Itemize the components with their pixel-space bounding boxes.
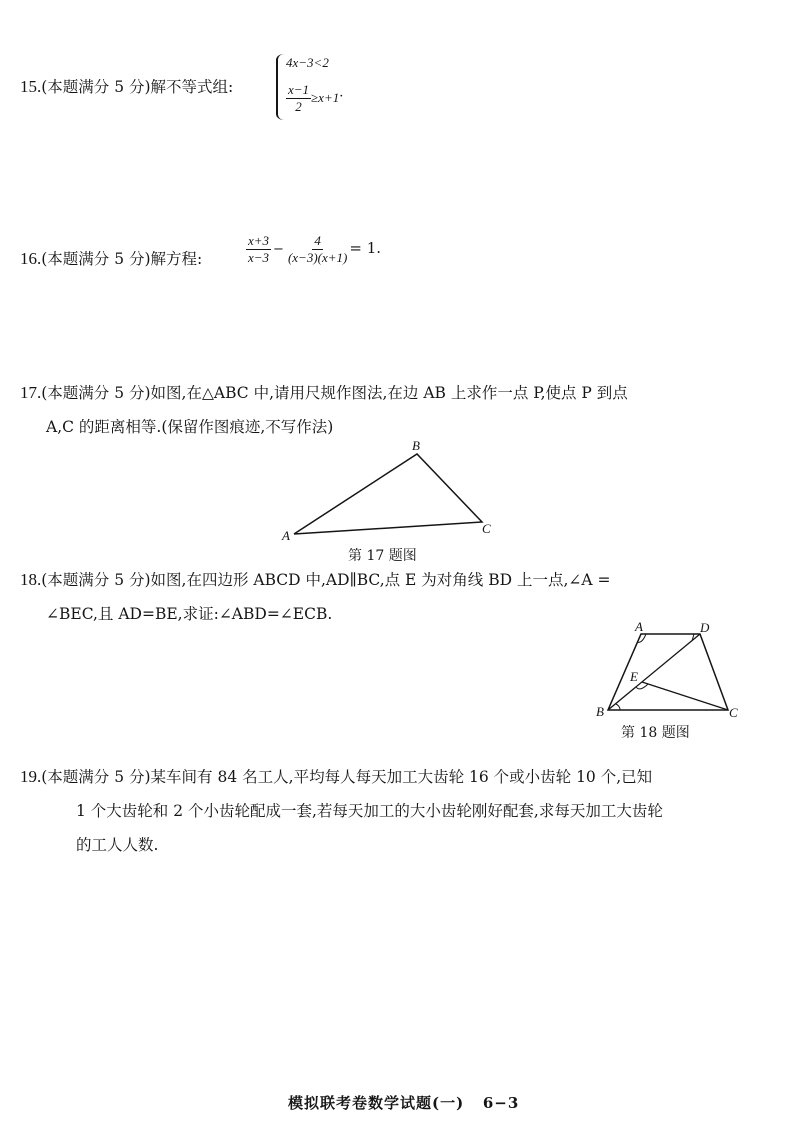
vertex-label-b: B — [412, 438, 420, 453]
question-19-line-3: 的工人人数. — [76, 836, 159, 854]
equation-rhs: = 1. — [349, 239, 382, 257]
question-18-line-1: 18.(本题满分 5 分)如图,在四边形 ABCD 中,AD∥BC,点 E 为对角线 BD 上一点,∠A = — [20, 570, 611, 589]
fraction-2: $\frac{4}{(x-3)(x+1)}$ — [287, 233, 348, 265]
question-17-line-1: 17.(本题满分 5 分)如图,在△ABC 中,请用尺规作图法,在边 AB 上求作一点 P,使点 P 到点 — [20, 383, 628, 402]
figure-18-caption: 第 18 题图 — [621, 725, 690, 741]
fraction-1: $\frac{x+3}{x-3}$ — [248, 233, 270, 265]
question-19-line-2: 1 个大齿轮和 2 个小齿轮配成一套,若每天加工的大小齿轮刚好配套,求每天加工大齿轮 — [76, 802, 663, 820]
quadrilateral-abcd — [608, 634, 728, 710]
diagonal-bd — [608, 634, 700, 710]
system-brace — [276, 54, 286, 120]
inequality-2 — [286, 82, 343, 115]
question-number: 17. — [20, 383, 42, 402]
question-16 — [20, 242, 202, 276]
question-number: 16. — [20, 249, 42, 268]
equation — [246, 233, 381, 266]
question-number: 15. — [20, 77, 42, 96]
vertex-label-a: A — [282, 528, 290, 543]
triangle-abc — [294, 454, 482, 534]
vertex-label-d: D — [700, 620, 710, 635]
segment-ec — [642, 682, 728, 710]
question-17-line-2: A,C 的距离相等.(保留作图痕迹,不写作法) — [46, 418, 334, 436]
page-footer: 模拟联考卷数学试题(一) 6−3 — [288, 1094, 520, 1112]
vertex-label-c: C — [729, 705, 738, 718]
angle-mark-b — [616, 704, 620, 710]
quadrilateral-figure — [590, 618, 750, 718]
question-19-line-1: 19.(本题满分 5 分)某车间有 84 名工人,平均每人每天加工大齿轮 16 个或小齿轮 10 个,已知 — [20, 767, 653, 786]
inequality-2-rhs: ≥x+1 — [311, 90, 340, 105]
vertex-label-e: E — [630, 669, 638, 684]
end-mark: . — [339, 85, 344, 101]
inequality-1: 4x−3<2 — [286, 55, 329, 70]
vertex-label-c: C — [482, 521, 491, 536]
question-number: 19. — [20, 767, 42, 786]
question-number: 18. — [20, 570, 42, 589]
vertex-label-a: A — [635, 619, 643, 634]
question-18-line-2: ∠BEC,且 AD=BE,求证:∠ABD=∠ECB. — [46, 605, 333, 623]
question-15 — [20, 70, 233, 104]
vertex-label-b: B — [596, 704, 604, 718]
minus-sign: − — [273, 242, 284, 257]
question-16-lead: (本题满分 5 分)解方程: — [41, 250, 203, 268]
figure-17-caption: 第 17 题图 — [348, 548, 417, 564]
question-15-lead: (本题满分 5 分)解不等式组: — [41, 78, 234, 96]
fraction: $\frac{x-1}{2}$ — [288, 82, 310, 114]
triangle-figure — [270, 436, 510, 546]
